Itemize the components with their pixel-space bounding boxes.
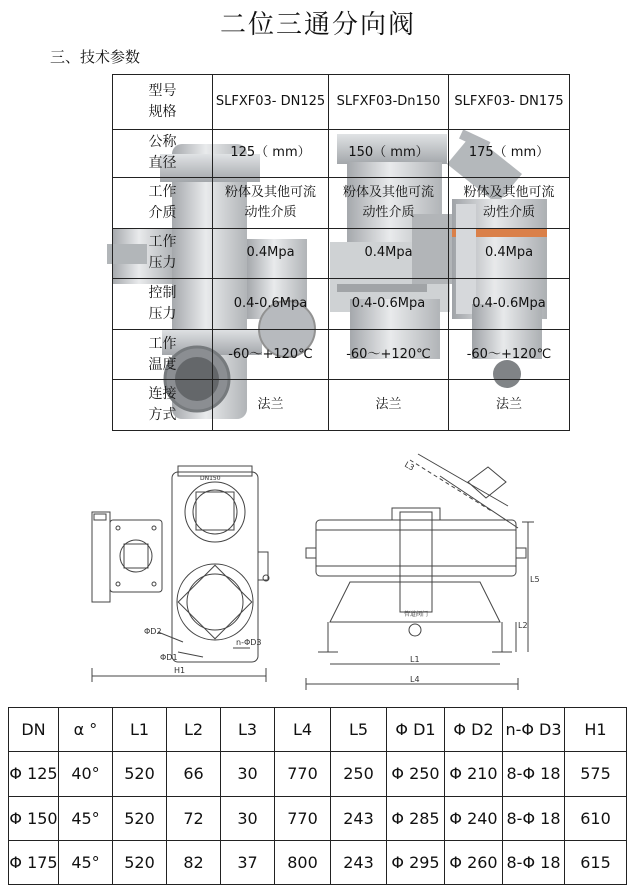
label-plate: 管道阀门: [404, 611, 429, 618]
dim-row: [9, 752, 627, 796]
dim-cell: Φ 295: [387, 840, 445, 884]
label-l4: L4: [410, 675, 420, 684]
spec-value: 125（ mm）: [213, 129, 329, 178]
dim-cell: 615: [565, 840, 627, 884]
spec-row: [113, 380, 570, 431]
spec-value: -60～+120℃: [213, 329, 329, 380]
dim-header-cell: Φ D1: [387, 708, 445, 752]
dim-header-cell: α °: [59, 708, 113, 752]
spec-header-label: 型号 规格: [113, 75, 213, 130]
label-l2: L2: [518, 621, 528, 630]
dim-header-cell: Φ D2: [445, 708, 503, 752]
dim-cell: Φ 150: [9, 796, 59, 840]
spec-row-label: 工作 介质: [113, 178, 213, 229]
actuator-box: [110, 520, 162, 592]
dim-header-cell: L5: [331, 708, 387, 752]
actuator-side: [92, 512, 110, 602]
dim-cell: 243: [331, 840, 387, 884]
dim-cell: Φ 175: [9, 840, 59, 884]
inlet-pipe: [400, 512, 432, 612]
spec-value: 法兰: [329, 380, 449, 431]
spec-value: 0.4-0.6Mpa: [329, 279, 449, 330]
dim-cell: 575: [565, 752, 627, 796]
page-title: 二位三通分向阀: [219, 10, 416, 40]
dim-header-cell: H1: [565, 708, 627, 752]
spec-value: 粉体及其他可流 动性介质: [449, 178, 570, 229]
dim-row: [9, 840, 627, 884]
spec-header-row: [113, 75, 570, 130]
dim-header-row: [9, 708, 627, 752]
spec-row-label: 工作 温度: [113, 329, 213, 380]
section-heading: 三、技术参数: [50, 48, 141, 66]
valve-dimension-drawing: [88, 452, 538, 700]
dim-cell: 520: [113, 796, 167, 840]
spec-row-label: 连接 方式: [113, 380, 213, 431]
dim-cell: 770: [275, 796, 331, 840]
dim-header-cell: DN: [9, 708, 59, 752]
spec-model: SLFXF03- DN125: [213, 75, 329, 130]
dim-cell: 8-Φ 18: [503, 752, 565, 796]
dim-cell: Φ 250: [387, 752, 445, 796]
spec-model: SLFXF03-Dn150: [329, 75, 449, 130]
spec-value: 175（ mm）: [449, 129, 570, 178]
dim-cell: 30: [221, 796, 275, 840]
spec-value: 150（ mm）: [329, 129, 449, 178]
spec-value: 0.4Mpa: [449, 228, 570, 279]
spec-row-label: 工作 压力: [113, 228, 213, 279]
label-h1: H1: [174, 666, 186, 675]
dim-cell: 82: [167, 840, 221, 884]
spec-row-label: 公称 直径: [113, 129, 213, 178]
spec-value: 粉体及其他可流 动性介质: [329, 178, 449, 229]
dim-cell: Φ 210: [445, 752, 503, 796]
spec-row-label: 控制 压力: [113, 279, 213, 330]
spec-row: [113, 329, 570, 380]
dim-cell: Φ 285: [387, 796, 445, 840]
dim-cell: 30: [221, 752, 275, 796]
dim-cell: 72: [167, 796, 221, 840]
spec-value: 0.4Mpa: [213, 228, 329, 279]
label-l3: L3: [403, 459, 416, 473]
dim-cell: 520: [113, 752, 167, 796]
dim-cell: 250: [331, 752, 387, 796]
dim-header-cell: n-Φ D3: [503, 708, 565, 752]
dim-cell: 243: [331, 796, 387, 840]
spec-model: SLFXF03- DN175: [449, 75, 570, 130]
bottom-flange: [177, 564, 253, 640]
dim-cell: 520: [113, 840, 167, 884]
label-l1: L1: [410, 655, 420, 664]
dim-cell: 610: [565, 796, 627, 840]
dim-cell: 66: [167, 752, 221, 796]
dim-cell: 8-Φ 18: [503, 796, 565, 840]
spec-row: [113, 228, 570, 279]
valve-body-front: [172, 472, 258, 662]
dim-cell: Φ 240: [445, 796, 503, 840]
label-nd3: n-ΦD3: [236, 638, 262, 647]
spec-row: [113, 279, 570, 330]
spec-table-area: [112, 74, 569, 431]
label-d1: ΦD1: [160, 653, 178, 662]
dim-cell: 800: [275, 840, 331, 884]
spec-value: 法兰: [213, 380, 329, 431]
spec-value: -60～+120℃: [449, 329, 570, 380]
dim-cell: Φ 260: [445, 840, 503, 884]
spec-row: [113, 129, 570, 178]
dim-row: [9, 796, 627, 840]
dim-cell: 40°: [59, 752, 113, 796]
dim-cell: 45°: [59, 796, 113, 840]
dim-cell: Φ 125: [9, 752, 59, 796]
dim-cell: 770: [275, 752, 331, 796]
label-l5: L5: [530, 575, 540, 584]
spec-row: [113, 178, 570, 229]
dim-header-cell: L3: [221, 708, 275, 752]
dimension-table: [8, 707, 627, 885]
dim-cell: 45°: [59, 840, 113, 884]
dim-cell: 37: [221, 840, 275, 884]
cylinder: [316, 520, 516, 576]
spec-value: 0.4-0.6Mpa: [449, 279, 570, 330]
label-d2: ΦD2: [144, 627, 162, 636]
dim-header-cell: L4: [275, 708, 331, 752]
spec-table: [112, 74, 570, 431]
dim-header-cell: L2: [167, 708, 221, 752]
dim-cell: 8-Φ 18: [503, 840, 565, 884]
spec-value: 法兰: [449, 380, 570, 431]
spec-value: 0.4-0.6Mpa: [213, 279, 329, 330]
spec-value: -60～+120℃: [329, 329, 449, 380]
top-flange: [185, 482, 245, 542]
label-brand: DN150: [200, 475, 221, 482]
spec-value: 0.4Mpa: [329, 228, 449, 279]
spec-value: 粉体及其他可流 动性介质: [213, 178, 329, 229]
dim-header-cell: L1: [113, 708, 167, 752]
